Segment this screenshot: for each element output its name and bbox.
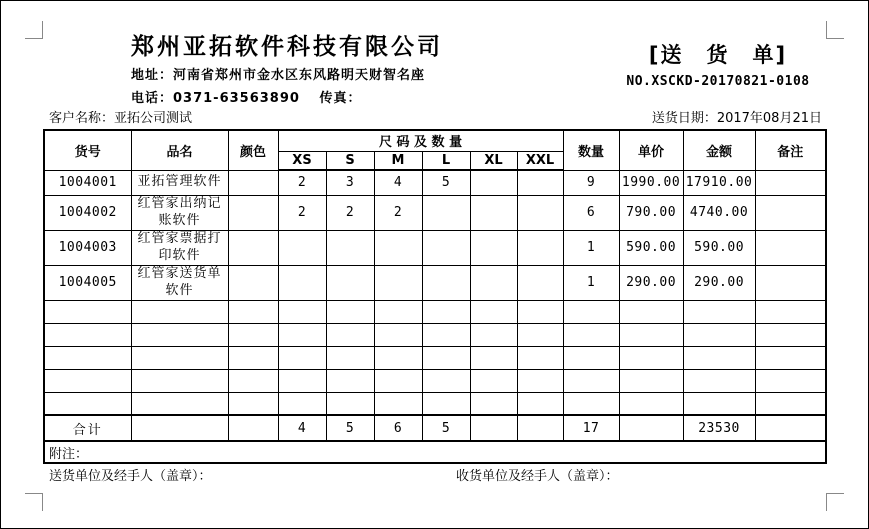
cell-size-xs [278, 265, 326, 300]
total-remark [755, 415, 826, 441]
table-row [44, 195, 826, 230]
total-price [619, 415, 683, 441]
total-size-xxl [517, 415, 563, 441]
cell-remark [755, 170, 826, 195]
cell-qty: 1 [563, 230, 619, 265]
col-header-price: 单价 [619, 130, 683, 170]
total-color [228, 415, 278, 441]
cell-size-xl [470, 230, 517, 265]
col-header-size-l: L [422, 151, 470, 170]
col-header-remark: 备注 [755, 130, 826, 170]
cell-remark [755, 265, 826, 300]
cell-size-l [422, 195, 470, 230]
cell-item-no: 1004001 [44, 170, 131, 195]
cell-size-l [422, 230, 470, 265]
cell-price: 290.00 [619, 265, 683, 300]
cell-color [228, 195, 278, 230]
col-header-product: 品名 [131, 130, 228, 170]
delivery-table [43, 129, 827, 464]
total-size-l: 5 [422, 415, 470, 441]
cell-price: 1990.00 [619, 170, 683, 195]
total-product [131, 415, 228, 441]
total-qty: 17 [563, 415, 619, 441]
document-title: [送 货 单] [648, 43, 788, 67]
cell-size-xl [470, 195, 517, 230]
cell-size-xxl [517, 230, 563, 265]
total-size-m: 6 [374, 415, 422, 441]
cell-size-xs: 2 [278, 195, 326, 230]
document-number: NO.XSCKD-20170821-0108 [626, 74, 810, 89]
col-header-size-xs: XS [278, 151, 326, 170]
total-amount: 23530 [683, 415, 755, 441]
cell-size-xxl [517, 265, 563, 300]
col-header-item-no: 货号 [44, 130, 131, 170]
company-header [131, 35, 443, 106]
sender-stamp-label: 送货单位及经手人（盖章）： [49, 469, 212, 484]
cell-size-s: 3 [326, 170, 374, 195]
cell-price: 590.00 [619, 230, 683, 265]
cell-remark [755, 195, 826, 230]
table-row-empty [44, 392, 826, 415]
cell-size-xl [470, 265, 517, 300]
delivery-date-line [652, 107, 822, 126]
cell-amount: 290.00 [683, 265, 755, 300]
cell-product: 红管家出纳记账软件 [131, 195, 228, 230]
cell-product: 红管家票据打印软件 [131, 230, 228, 265]
col-header-size-m: M [374, 151, 422, 170]
col-header-color: 颜色 [228, 130, 278, 170]
company-name: 郑州亚拓软件科技有限公司 [131, 34, 443, 60]
cell-size-m [374, 265, 422, 300]
cell-color [228, 265, 278, 300]
cell-size-l [422, 265, 470, 300]
crop-mark-bottom-right-icon [826, 493, 844, 511]
cell-item-no: 1004003 [44, 230, 131, 265]
cell-size-m: 2 [374, 195, 422, 230]
table-row-empty [44, 346, 826, 369]
col-header-size-s: S [326, 151, 374, 170]
cell-amount: 17910.00 [683, 170, 755, 195]
cell-amount: 4740.00 [683, 195, 755, 230]
cell-price: 790.00 [619, 195, 683, 230]
crop-mark-bottom-left-icon [25, 493, 43, 511]
cell-remark [755, 230, 826, 265]
cell-item-no: 1004002 [44, 195, 131, 230]
customer-name: 亚拓公司测试 [114, 111, 193, 126]
cell-size-xl [470, 170, 517, 195]
col-header-qty: 数量 [563, 130, 619, 170]
customer-label: 客户名称： [49, 111, 115, 126]
delivery-date-label: 送货日期： [651, 111, 717, 126]
company-phone-fax: 电话：0371-63563890 传真： [131, 91, 362, 107]
total-label: 合计 [44, 415, 131, 441]
cell-size-xxl [517, 170, 563, 195]
customer-line [49, 107, 192, 126]
crop-mark-top-right-icon [826, 21, 844, 39]
cell-size-m: 4 [374, 170, 422, 195]
company-address: 地址：河南省郑州市金水区东风路明天财智名座 [131, 68, 426, 84]
cell-qty: 6 [563, 195, 619, 230]
cell-size-s [326, 230, 374, 265]
header-row-main [44, 130, 826, 151]
table-row [44, 230, 826, 265]
col-header-size-qty-group: 尺 码 及 数 量 [278, 130, 563, 151]
total-row [44, 415, 826, 441]
notes-row [44, 441, 826, 463]
col-header-amount: 金额 [683, 130, 755, 170]
cell-amount: 590.00 [683, 230, 755, 265]
table-row-empty [44, 323, 826, 346]
col-header-size-xxl: XXL [517, 151, 563, 170]
cell-size-s: 2 [326, 195, 374, 230]
cell-color [228, 170, 278, 195]
table-row-empty [44, 300, 826, 323]
cell-size-xxl [517, 195, 563, 230]
notes-label: 附注： [44, 441, 826, 463]
cell-product: 红管家送货单软件 [131, 265, 228, 300]
cell-product: 亚拓管理软件 [131, 170, 228, 195]
table-row [44, 265, 826, 300]
table-row [44, 170, 826, 195]
cell-qty: 9 [563, 170, 619, 195]
document-title-block [607, 39, 829, 89]
cell-size-xs: 2 [278, 170, 326, 195]
total-size-xl [470, 415, 517, 441]
delivery-date-value: 2017年08月21日 [716, 111, 822, 126]
cell-size-m [374, 230, 422, 265]
cell-size-l: 5 [422, 170, 470, 195]
total-size-xs: 4 [278, 415, 326, 441]
cell-qty: 1 [563, 265, 619, 300]
cell-size-xs [278, 230, 326, 265]
receiver-stamp-label: 收货单位及经手人（盖章）： [456, 469, 619, 484]
cell-size-s [326, 265, 374, 300]
cell-color [228, 230, 278, 265]
crop-mark-top-left-icon [25, 21, 43, 39]
table-row-empty [44, 369, 826, 392]
total-size-s: 5 [326, 415, 374, 441]
cell-item-no: 1004005 [44, 265, 131, 300]
col-header-size-xl: XL [470, 151, 517, 170]
